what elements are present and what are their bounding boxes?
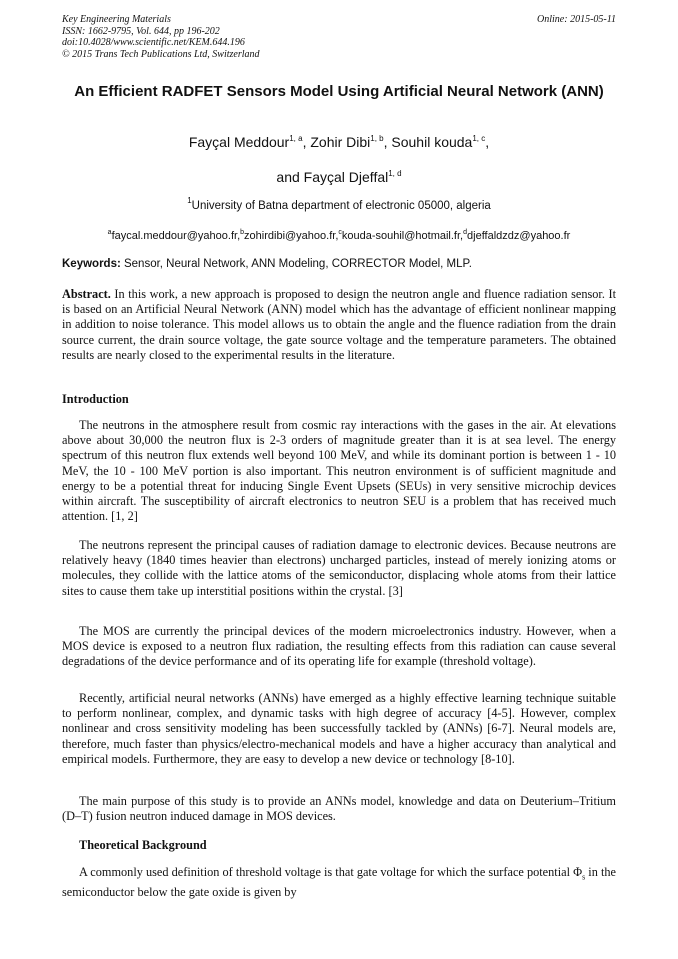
theory-text-end: in the semiconductor below the gate oxide is given by — [62, 865, 616, 899]
doi-line: doi:10.4028/www.scientific.net/KEM.644.196 — [62, 37, 245, 48]
theory-text-start: A commonly used definition of threshold voltage is that gate voltage for which the surface potential Φ — [79, 865, 583, 879]
affiliation-superscript: 1 — [187, 196, 192, 205]
affiliation-text: University of Batna department of electronic 05000, algeria — [191, 200, 491, 212]
surface-potential-subscript: s — [582, 872, 586, 882]
introduction-paragraph: The MOS are currently the principal devices of the modern microelectronics industry. However, when a MOS device is exposed to a neutron flux radiation, the resulting effects from this radiation can cause several degradations of the device performance and of its operating life for example (threshold voltage). — [62, 624, 616, 669]
introduction-paragraph: Recently, artificial neural networks (ANNs) have emerged as a highly effective learning technique suitable to perform nonlinear, complex, and dynamic tasks with high degree of accuracy [4-5]. However, complex nonlinear and cross sensitivity modeling has been successfully tackled by (ANNs) [6-7]. Neural models are, therefore, much faster than physics/electro-mechanical models and have a higher accuracy than analytical and empirical models. Furthermore, they are easy to develop a new device or technology [8-10]. — [62, 691, 616, 766]
email-address: djeffaldzdz@yahoo.fr — [467, 230, 571, 242]
email-address: zohirdibi@yahoo.fr, — [244, 230, 339, 242]
email-superscript: a — [107, 229, 112, 236]
affiliation — [62, 196, 616, 213]
author-line-1 — [62, 133, 616, 151]
keywords-text: Sensor, Neural Network, ANN Modeling, CORRECTOR Model, MLP. — [120, 258, 472, 270]
introduction-paragraph: The neutrons represent the principal causes of radiation damage to electronic devices. Because neutrons are relatively heavy (1840 times heavier than electrons) uncharged particles, instead of merely ionizing atoms or molecules, they collide with the lattice atoms of the semiconductor, displacing whole atoms from their lattice sites to cause them take up interstitial positions within the crystal. [3] — [62, 538, 616, 598]
keywords-label: Keywords: — [62, 258, 121, 270]
online-date: Online: 2015-05-11 — [537, 14, 616, 25]
author-line-2 — [62, 168, 616, 186]
issn-line: ISSN: 1662-9795, Vol. 644, pp 196-202 — [62, 25, 220, 37]
section-heading-theoretical-background: Theoretical Background — [79, 838, 207, 852]
author-superscript: 1, b — [370, 134, 384, 143]
paper-title: An Efficient RADFET Sensors Model Using Artificial Neural Network (ANN) — [74, 83, 604, 100]
author-superscript: 1, a — [289, 134, 303, 143]
author-name: Fayçal Meddour — [188, 134, 290, 150]
email-address: kouda-souhil@hotmail.fr, — [341, 230, 464, 242]
author-separator: , — [383, 134, 392, 150]
email-address: faycal.meddour@yahoo.fr, — [111, 230, 241, 242]
introduction-paragraph: The neutrons in the atmosphere result from cosmic ray interactions with the gases in the air. At elevations above about 30,000 the neutron flux is 2-3 orders of magnitude greater than it is at sea level. The energy spectrum of this neutron flux extends well beyond 100 MeV, and while its dominant portion is between 1 - 10 MeV, the 10 - 100 MeV portion is also important. This neutron environment is of sufficient magnitude and energy to be a potential threat for inducing Single Event Upsets (SEUs) in very sensitive microchip devices within aircraft. The susceptibility of aircraft electronics to neutron SEU is a problem that has received much attention. [1, 2] — [62, 418, 616, 524]
email-superscript: b — [240, 229, 245, 236]
email-superscript: c — [338, 229, 342, 236]
introduction-paragraph: The main purpose of this study is to provide an ANNs model, knowledge and data on Deuterium–Tritium (D–T) fusion neutron induced damage in MOS devices. — [62, 794, 616, 824]
author-trailing-comma: , — [485, 134, 490, 150]
author-name: Zohir Dibi — [310, 134, 371, 150]
abstract-text: In this work, a new approach is proposed to design the neutron angle and fluence radiation sensor. It is based on an Artificial Neural Network (ANN) model which has the advantage of efficient nonlinear mapping in addition to noise tolerance. This model allows us to obtain the angle and the fluence radiation from the drain source current, the drain source voltage, the gate source voltage and the temperature parameters. The obtained results are nearly closed to the experimental results in the literature. — [62, 287, 616, 362]
keywords — [62, 257, 616, 271]
theory-paragraph — [62, 865, 616, 900]
author-separator: , — [302, 134, 311, 150]
author-and: and — [276, 169, 304, 185]
author-superscript: 1, d — [388, 169, 402, 178]
email-superscript: d — [463, 229, 468, 236]
author-emails — [62, 229, 616, 243]
journal-header — [62, 14, 616, 60]
section-heading-introduction: Introduction — [62, 392, 129, 406]
author-name: Fayçal Djeffal — [303, 169, 389, 185]
journal-name: Key Engineering Materials — [62, 14, 171, 25]
copyright-line: © 2015 Trans Tech Publications Ltd, Switzerland — [62, 48, 260, 60]
abstract-label: Abstract. — [62, 287, 111, 301]
author-superscript: 1, c — [472, 134, 486, 143]
author-name: Souhil kouda — [391, 134, 473, 150]
abstract — [62, 287, 616, 363]
